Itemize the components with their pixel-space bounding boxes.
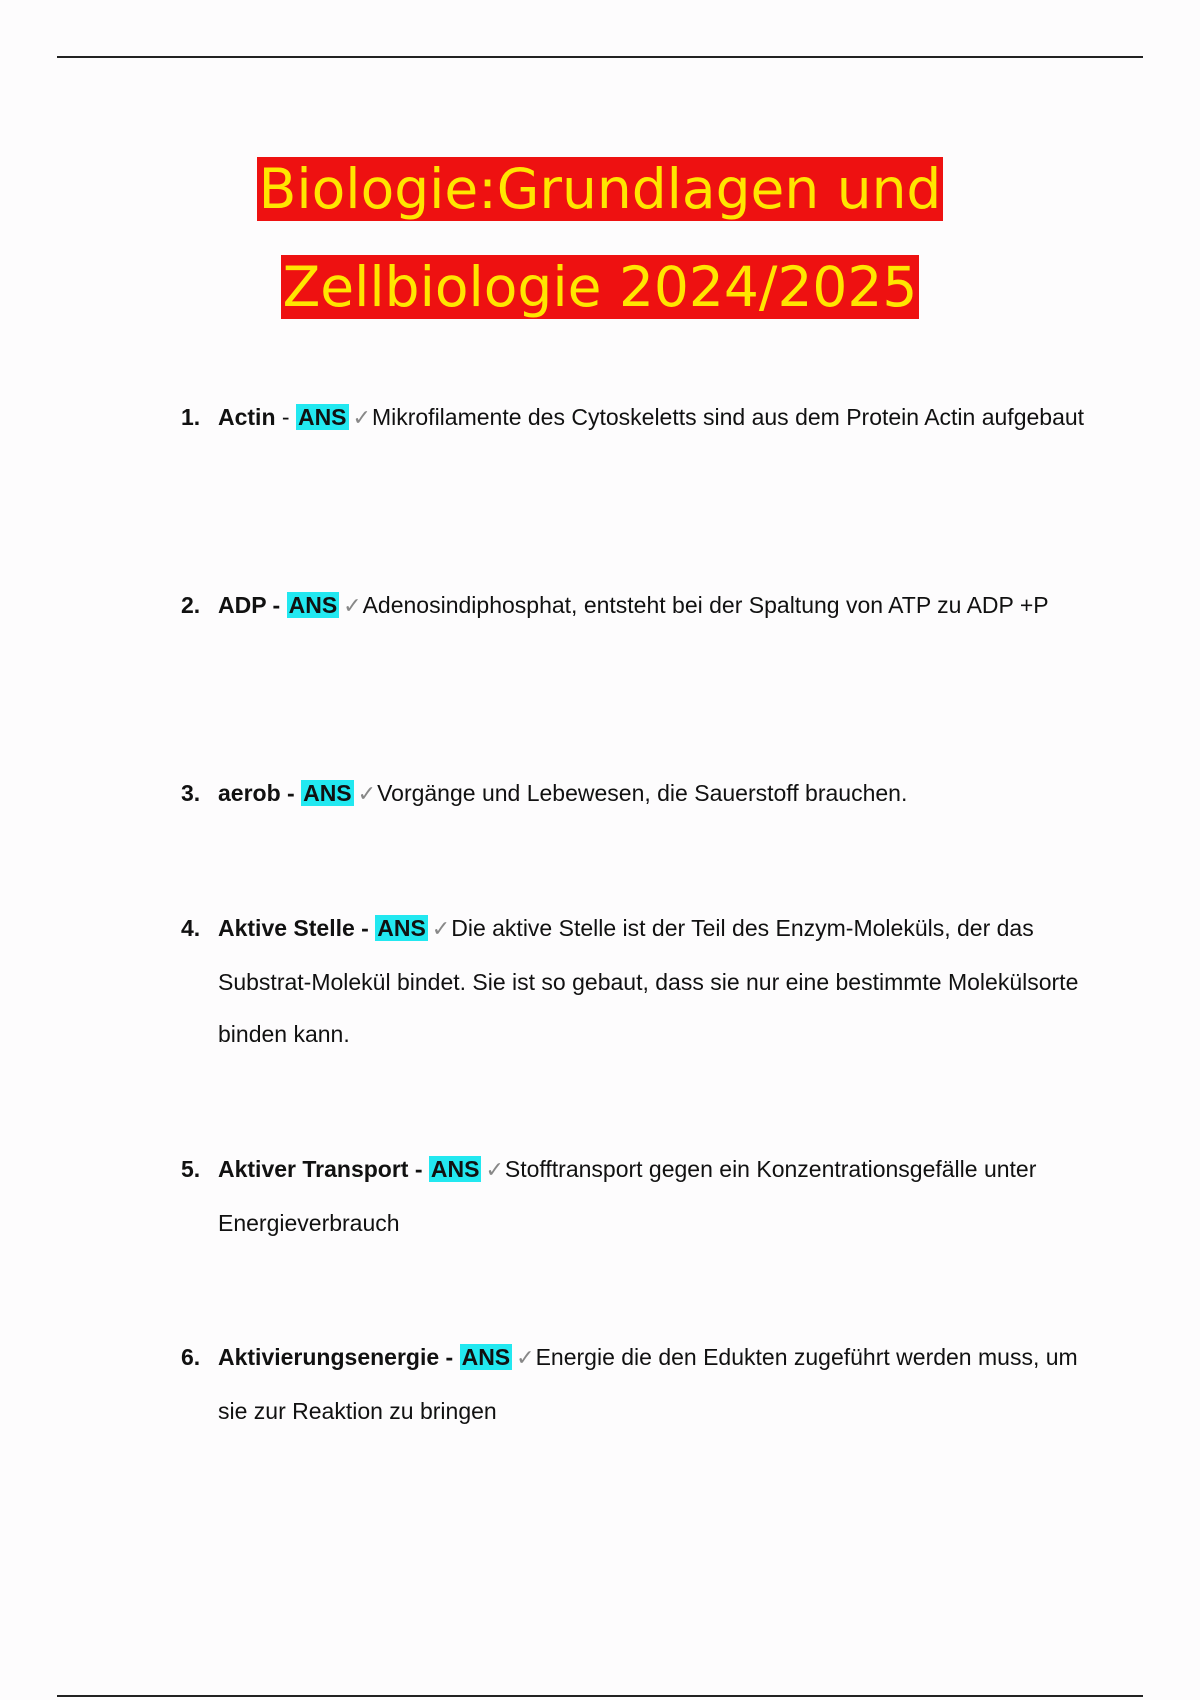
ans-label: ANS (303, 780, 352, 806)
checkmark-icon: ✓ (485, 1158, 504, 1183)
list-item (181, 767, 1091, 821)
item-number: 4. (181, 915, 201, 941)
item-term: Aktivierungsenergie - (218, 1344, 454, 1370)
item-body (218, 767, 1091, 821)
item-separator (423, 1156, 429, 1182)
item-answer: Mikrofilamente des Cytoskeletts sind aus dem Protein Actin aufgebaut (371, 404, 1085, 430)
item-body (218, 579, 1091, 633)
item-number: 3. (181, 780, 201, 806)
item-answer: Stofftransport gegen ein Konzentrationsgefälle unter Energieverbrauch (218, 1156, 1037, 1236)
list-item (181, 902, 1091, 1060)
item-term: Aktiver Transport - (218, 1156, 423, 1182)
item-term: ADP - (218, 592, 281, 618)
item-term: aerob - (218, 780, 295, 806)
ans-label: ANS (297, 404, 347, 430)
item-body (218, 1143, 1091, 1249)
list-item (181, 579, 1091, 633)
ans-label: ANS (377, 915, 426, 941)
list-item (181, 1331, 1091, 1437)
list-item (181, 391, 1091, 445)
item-separator (453, 1344, 459, 1370)
item-body (218, 391, 1091, 445)
title-line-2: Zellbiologie 2024/2025 (282, 255, 918, 319)
checkmark-icon: ✓ (516, 1346, 535, 1371)
item-body (218, 902, 1091, 1060)
header-rule (57, 56, 1143, 58)
item-term: Actin (218, 404, 276, 430)
item-number: 1. (181, 404, 201, 430)
list-item (181, 1143, 1091, 1249)
item-term: Aktive Stelle - (218, 915, 369, 941)
ans-label: ANS (461, 1344, 511, 1370)
checkmark-icon: ✓ (352, 406, 371, 431)
item-body (218, 1331, 1091, 1437)
ans-label: ANS (288, 592, 338, 618)
checkmark-icon: ✓ (431, 917, 451, 942)
item-number: 6. (181, 1344, 201, 1370)
page-title (0, 140, 1200, 336)
footer-rule (57, 1695, 1143, 1697)
item-number: 5. (181, 1156, 201, 1182)
title-line-1: Biologie:Grundlagen und (258, 157, 942, 221)
item-separator (280, 592, 286, 618)
item-answer: Die aktive Stelle ist der Teil des Enzym-Moleküls, der das Substrat-Molekül bindet. Sie ist so gebaut, dass sie nur eine bestimmte Molekülsorte binden kann. (218, 915, 1079, 1047)
checkmark-icon: ✓ (343, 594, 362, 619)
ans-label: ANS (430, 1156, 480, 1182)
item-separator: - (275, 404, 296, 430)
item-answer: Energie die den Edukten zugeführt werden muss, um sie zur Reaktion zu bringen (218, 1344, 1078, 1424)
item-answer: Adenosindiphosphat, entsteht bei der Spaltung von ATP zu ADP +P (362, 592, 1049, 618)
item-answer: Vorgänge und Lebewesen, die Sauerstoff brauchen. (377, 780, 908, 806)
checkmark-icon: ✓ (357, 782, 377, 807)
item-number: 2. (181, 592, 201, 618)
